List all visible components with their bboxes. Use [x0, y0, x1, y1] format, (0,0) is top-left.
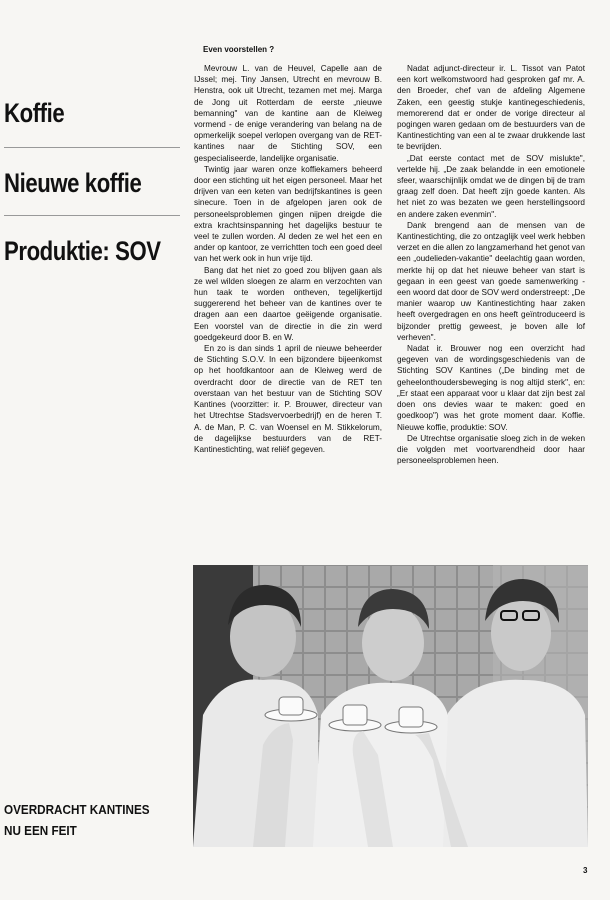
- article-column-left: [194, 63, 382, 455]
- headline-koffie: Koffie: [4, 98, 65, 128]
- paragraph: En zo is dan sinds 1 april de nieuwe beheerder de Stichting S.O.V. In een bijzondere bijeenkomst op het hoofdkantoor aan de Kleiweg werd de overdracht door de directie van de RET ten overstaan van het bestuur van de Stichting SOV Kantines (voorzitter: ir. P. Brouwer, directeur van het Utrechtse Stadsvervoerbedrijf) en de heren T. A. de Man, P. C. van Woensel en M. Stikkelorum, de dagelijkse bestuurders van de RET-Kantinestichting, wat reliëf gegeven.: [194, 344, 382, 454]
- paragraph: „Dat eerste contact met de SOV mislukte", vertelde hij. „De zaak belandde in een emotionele sfeer, waarschijnlijk omdat we de dingen bij de tram graag zelf doen. Dat heeft zijn goede kanten. Als het niet zo was bezaten we geen herstellingsoord en andere zaken evenmin".: [397, 153, 585, 219]
- page-number: 3: [583, 866, 588, 875]
- article-kicker: Even voorstellen ?: [203, 45, 275, 54]
- headline-rule-2: [4, 215, 180, 216]
- headline-produktie-sov: Produktie: SOV: [4, 236, 161, 266]
- paragraph: Mevrouw L. van de Heuvel, Capelle aan de IJssel; mej. Tiny Jansen, Utrecht en mevrouw B. Henstra, ook uit Utrecht, tezamen met mej. Marga de Jong uit Rotterdam de eerste „nieuwe bemanning" van de kantine aan de Kleiweg vormend - de enige verandering van belang na de opmerkelijk soepel verlopen overgang van de RET-kantines naar de Stichting SOV, een gespecialiseerde, landelijke organisatie.: [194, 64, 382, 163]
- paragraph: Dank brengend aan de mensen van de Kantinestichting, die zo ontzaglijk veel werk hebben verzet en die allen zo langzamerhand het genot van een „oudelieden-vakantie" deelachtig gaan worden, merkte hij op dat het nieuwe beheer van start is gegaan in een geest van goede samenwerking - een woord dat door de SOV werd onderstreept: „De manier waarop uw Kantinestichting haar zaken heeft overgedragen en ons heeft geïntroduceerd is bijzonder prettig geweest, je boven alle lof verheven".: [397, 220, 585, 342]
- caption-line-1: OVERDRACHT KANTINES: [4, 802, 150, 817]
- headline-nieuwe-koffie: Nieuwe koffie: [4, 168, 142, 198]
- paragraph: Nadat ir. Brouwer nog een overzicht had gegeven van de wordingsgeschiedenis van de Stichting SOV Kantines („De binding met de geheelonthoudersbeweging is nog altijd sterk", en: „Er staat een apparaat voor u klaar dat zijn best zal doen ons devies waar te maken: goed en goedkoop") was het grote moment daar. Koffie. Nieuwe koffie, produktie: SOV.: [397, 344, 585, 432]
- paragraph: Bang dat het niet zo goed zou blijven gaan als ze wel wilden sloegen ze alarm en verzochten van hun taak te worden ontheven, tegelijkertijd suggererend het beheer van de kantines over te dragen aan een daartoe geëigende organisatie. Een voorstel van de directie in die zin werd goedgekeurd door B. en W.: [194, 265, 382, 342]
- photo-three-women-with-coffee: [193, 565, 588, 847]
- paragraph: Twintig jaar waren onze koffiekamers beheerd door een stichting uit het eigen personeel. Maar het drijven van een keten van bedrijfskantines is geen sinecure. Toen in de afgelopen jaren ook de personeelsproblemen gingen nijpen dreigde die extra krachtsinspanning het dagelijks bestuur te veel te zullen worden. Al deden ze wel het een en ander op kantoor, ze verrichtten toch een goed deel van het werk ook in hun vrije tijd.: [194, 164, 382, 264]
- paragraph: De Utrechtse organisatie sloeg zich in de weken die volgden met voortvarendheid door haar personeelsproblemen heen.: [397, 433, 585, 466]
- paragraph: Nadat adjunct-directeur ir. L. Tissot van Patot een kort welkomstwoord had gesproken gaf mr. A. den Broeder, chef van de afdeling Algemene Zaken, een geestig stukje kantinegeschiedenis, memorerend dat er onder de vorige directeur al pogingen waren gedaan om de bestuurders van de Kantinestichting van een al te zwaar drukkende last te bevrijden.: [397, 64, 585, 152]
- photo-caption: [4, 799, 150, 841]
- headline-rule-1: [4, 147, 180, 148]
- caption-line-2: NU EEN FEIT: [4, 823, 77, 838]
- article-column-right: [397, 63, 585, 466]
